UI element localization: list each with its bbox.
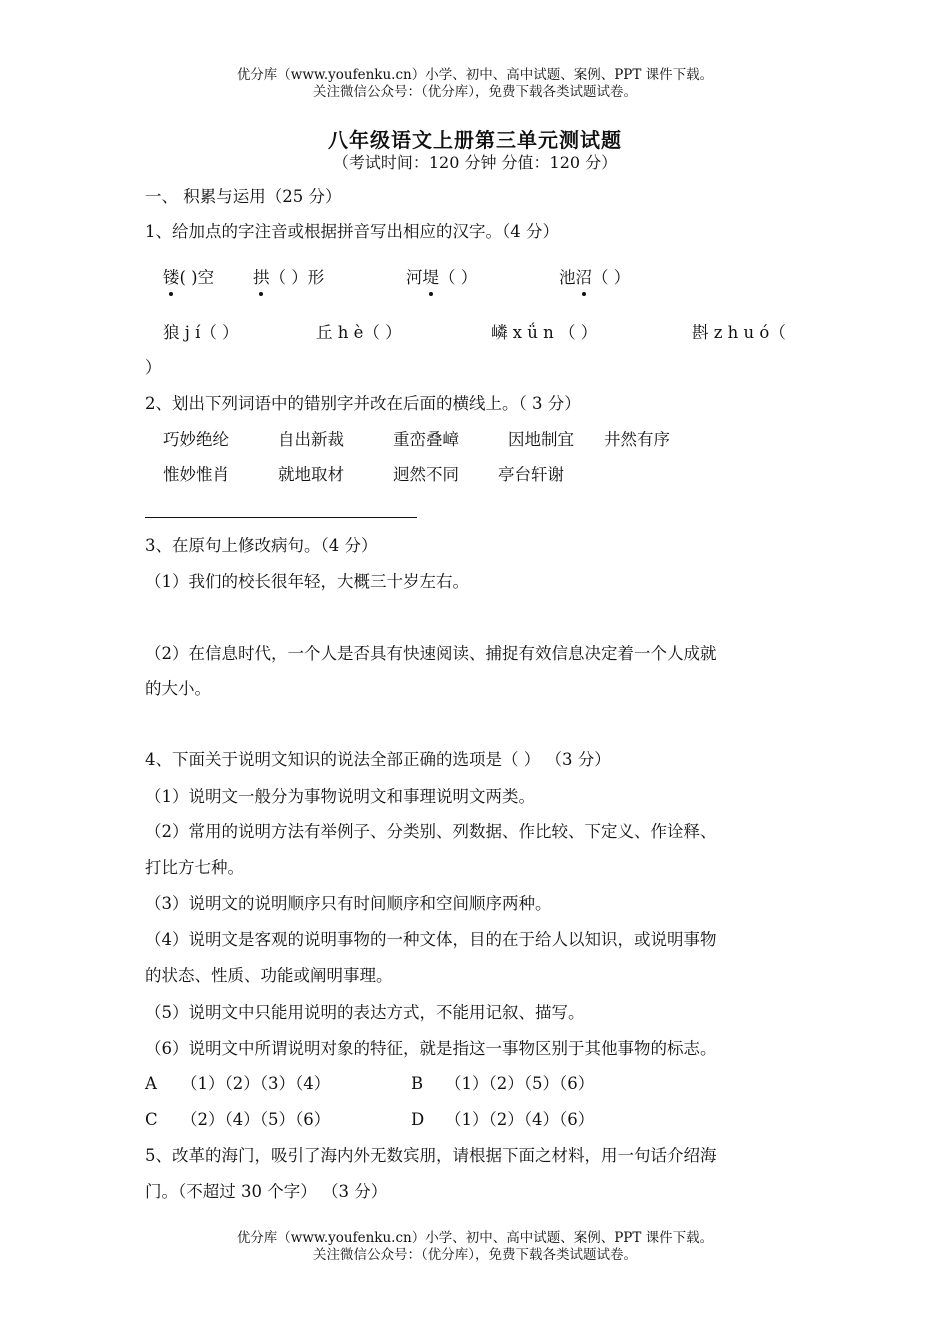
q2-word: 迥然不同 [393, 465, 459, 484]
q5-prompt-cont: 门。（不超过 30 个字） （3 分） [145, 1182, 388, 1201]
footer-line-1: 优分库（www.youfenku.cn）小学、初中、高中试题、案例、PPT 课件下载。 [236, 1230, 714, 1246]
q1-pinyin-3: 嶙 x ǘ n （ ） [491, 323, 598, 342]
q4-prompt: 4、下面关于说明文知识的说法全部正确的选项是（ ） （3 分） [145, 750, 611, 769]
footer-banner [0, 1230, 950, 1264]
q4-item-cont: 打比方七种。 [145, 858, 244, 877]
q4-item: （6）说明文中所谓说明对象的特征，就是指这一事物区别于其他事物的标志。 [145, 1039, 717, 1058]
header-banner [0, 67, 950, 101]
footer-line-2: 关注微信公众号：（优分库），免费下载各类试题试卷。 [313, 1247, 637, 1263]
option-d-text: （1）（2）（4）（6） [445, 1110, 595, 1129]
q4-item: （1）说明文一般分为事物说明文和事理说明文两类。 [145, 787, 535, 806]
q2-word: 惟妙惟肖 [163, 465, 229, 484]
dotted-char: 拱 [253, 268, 270, 287]
option-b-letter: B [411, 1074, 424, 1093]
q2-word: 因地制宜 [508, 430, 574, 449]
q1-pinyin-wrap: ） [145, 358, 162, 377]
q2-word: 亭台轩谢 [498, 465, 564, 484]
section-1-heading: 一、 积累与运用（25 分） [145, 187, 342, 206]
q1-item-4: 池沼（ ） [559, 268, 631, 287]
q2-prompt: 2、划出下列词语中的错别字并改在后面的横线上。（ 3 分） [145, 394, 581, 413]
q4-item: （4）说明文是客观的说明事物的一种文体，目的在于给人以知识，或说明事物 [145, 930, 717, 949]
option-c-letter: C [145, 1110, 158, 1129]
q3-sentence-1: （1）我们的校长很年轻，大概三十岁左右。 [145, 572, 469, 591]
q1-pinyin-4: 斟 z h u ó（ [692, 323, 786, 342]
q1-item-2: 拱（ ）形 [253, 268, 325, 287]
dotted-char: 堤 [422, 268, 439, 287]
answer-line [145, 517, 417, 518]
q1-pinyin-2: 丘 h è（ ） [316, 323, 402, 342]
q1-pinyin-1: 狼 j í（ ） [163, 323, 239, 342]
option-a-text: （1）（2）（3）（4） [181, 1074, 331, 1093]
option-d-letter: D [411, 1110, 425, 1129]
page-title: 八年级语文上册第三单元测试题 [328, 128, 622, 152]
header-line-2: 关注微信公众号：（优分库），免费下载各类试题试卷。 [313, 84, 637, 100]
q1-item-1: 镂( )空 [163, 268, 215, 287]
q4-item: （3）说明文的说明顺序只有时间顺序和空间顺序两种。 [145, 894, 552, 913]
dotted-char: 镂 [163, 268, 180, 287]
q5-prompt: 5、改革的海门，吸引了海内外无数宾朋，请根据下面之材料，用一句话介绍海 [145, 1146, 717, 1165]
option-b-text: （1）（2）（5）（6） [445, 1074, 595, 1093]
header-line-1: 优分库（www.youfenku.cn）小学、初中、高中试题、案例、PPT 课件下载。 [236, 67, 714, 83]
q4-item: （5）说明文中只能用说明的表达方式，不能用记叙、描写。 [145, 1003, 585, 1022]
option-a-letter: A [145, 1074, 157, 1093]
q3-sentence-2: （2）在信息时代，一个人是否具有快速阅读、捕捉有效信息决定着一个人成就 [145, 644, 717, 663]
q4-item: （2）常用的说明方法有举例子、分类别、列数据、作比较、下定义、作诠释、 [145, 822, 717, 841]
q2-word: 自出新裁 [278, 430, 344, 449]
option-c-text: （2）（4）（5）（6） [181, 1110, 331, 1129]
q2-word: 就地取材 [278, 465, 344, 484]
q1-item-3: 河堤（ ） [406, 268, 478, 287]
q2-word: 重峦叠嶂 [393, 430, 459, 449]
q2-word: 井然有序 [604, 430, 670, 449]
q4-item-cont: 的状态、性质、功能或阐明事理。 [145, 966, 393, 985]
q3-prompt: 3、在原句上修改病句。（4 分） [145, 536, 378, 555]
page-subtitle: （考试时间：120 分钟 分值：120 分） [332, 153, 618, 172]
q1-prompt: 1、给加点的字注音或根据拼音写出相应的汉字。（4 分） [145, 222, 559, 241]
dotted-char: 沼 [575, 268, 592, 287]
q2-word: 巧妙绝纶 [163, 430, 229, 449]
q3-sentence-2-cont: 的大小。 [145, 679, 211, 698]
